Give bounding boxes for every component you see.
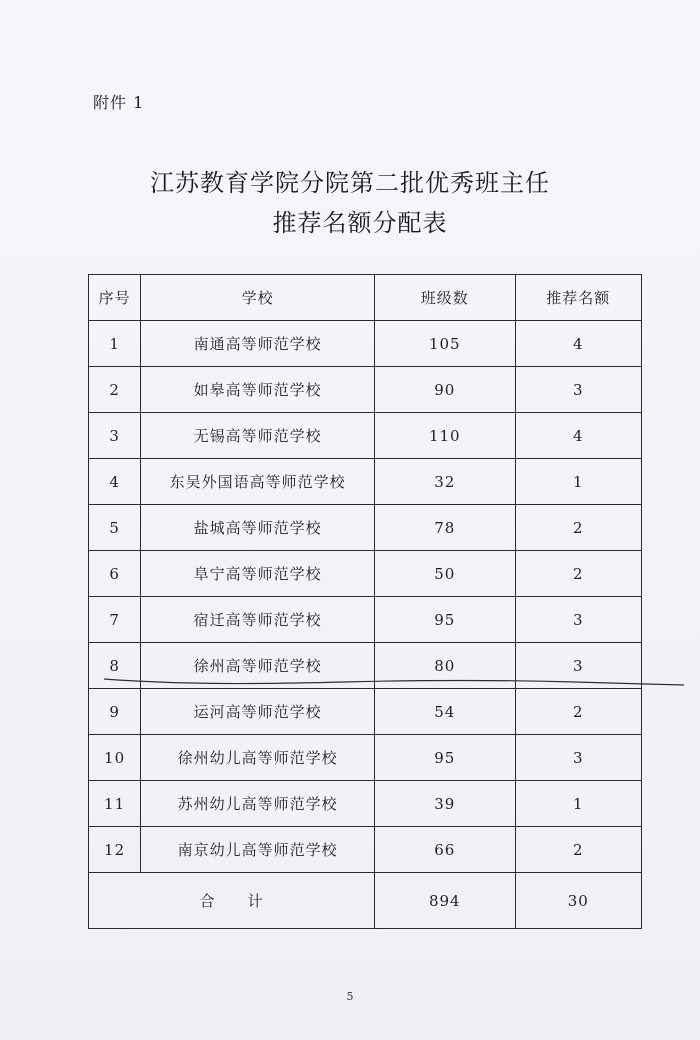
row-classes: 32	[375, 459, 516, 505]
row-no: 12	[89, 827, 141, 873]
row-classes: 95	[375, 735, 516, 781]
total-classes: 894	[375, 873, 516, 929]
row-classes: 66	[375, 827, 516, 873]
header-quota: 推荐名额	[515, 275, 641, 321]
row-no: 5	[89, 505, 141, 551]
header-school: 学校	[141, 275, 375, 321]
row-school: 阜宁高等师范学校	[141, 551, 375, 597]
quota-allocation-table	[88, 274, 642, 929]
row-no: 7	[89, 597, 141, 643]
row-school: 苏州幼儿高等师范学校	[141, 781, 375, 827]
row-school: 东吴外国语高等师范学校	[141, 459, 375, 505]
page-number: 5	[346, 990, 354, 1003]
table-total-row	[89, 873, 642, 929]
row-no: 11	[89, 781, 141, 827]
table-row	[89, 321, 642, 367]
row-classes: 78	[375, 505, 516, 551]
row-classes: 39	[375, 781, 516, 827]
header-no: 序号	[89, 275, 141, 321]
row-no: 4	[89, 459, 141, 505]
row-quota: 2	[515, 551, 641, 597]
row-school: 运河高等师范学校	[141, 689, 375, 735]
row-quota: 3	[515, 643, 641, 689]
row-classes: 95	[375, 597, 516, 643]
row-classes: 90	[375, 367, 516, 413]
row-classes: 54	[375, 689, 516, 735]
row-quota: 3	[515, 367, 641, 413]
header-classes: 班级数	[375, 275, 516, 321]
table-row	[89, 505, 642, 551]
row-school: 南通高等师范学校	[141, 321, 375, 367]
row-quota: 1	[515, 459, 641, 505]
row-classes: 50	[375, 551, 516, 597]
document-title-line2: 推荐名额分配表	[272, 209, 448, 237]
row-school: 徐州高等师范学校	[141, 643, 375, 689]
row-school: 如皋高等师范学校	[141, 367, 375, 413]
document-title-line1: 江苏教育学院分院第二批优秀班主任	[150, 169, 550, 197]
table-row	[89, 827, 642, 873]
table-header-row	[89, 275, 642, 321]
row-no: 3	[89, 413, 141, 459]
row-quota: 1	[515, 781, 641, 827]
row-classes: 105	[375, 321, 516, 367]
row-quota: 2	[515, 827, 641, 873]
row-quota: 2	[515, 505, 641, 551]
row-school: 徐州幼儿高等师范学校	[141, 735, 375, 781]
row-no: 6	[89, 551, 141, 597]
row-quota: 3	[515, 735, 641, 781]
row-quota: 4	[515, 321, 641, 367]
table-row	[89, 735, 642, 781]
row-classes: 80	[375, 643, 516, 689]
row-no: 8	[89, 643, 141, 689]
row-no: 2	[89, 367, 141, 413]
row-quota: 4	[515, 413, 641, 459]
row-school: 盐城高等师范学校	[141, 505, 375, 551]
table-row	[89, 551, 642, 597]
row-school: 无锡高等师范学校	[141, 413, 375, 459]
row-no: 1	[89, 321, 141, 367]
row-no: 9	[89, 689, 141, 735]
total-quota: 30	[515, 873, 641, 929]
table-row	[89, 689, 642, 735]
table-row	[89, 413, 642, 459]
row-school: 南京幼儿高等师范学校	[141, 827, 375, 873]
attachment-label: 附件 1	[93, 93, 145, 112]
row-quota: 3	[515, 597, 641, 643]
row-no: 10	[89, 735, 141, 781]
row-quota: 2	[515, 689, 641, 735]
row-school: 宿迁高等师范学校	[141, 597, 375, 643]
total-label: 合 计	[89, 873, 375, 929]
row-classes: 110	[375, 413, 516, 459]
table-row	[89, 597, 642, 643]
table-row	[89, 781, 642, 827]
table-row	[89, 367, 642, 413]
table-row	[89, 459, 642, 505]
table-row	[89, 643, 642, 689]
